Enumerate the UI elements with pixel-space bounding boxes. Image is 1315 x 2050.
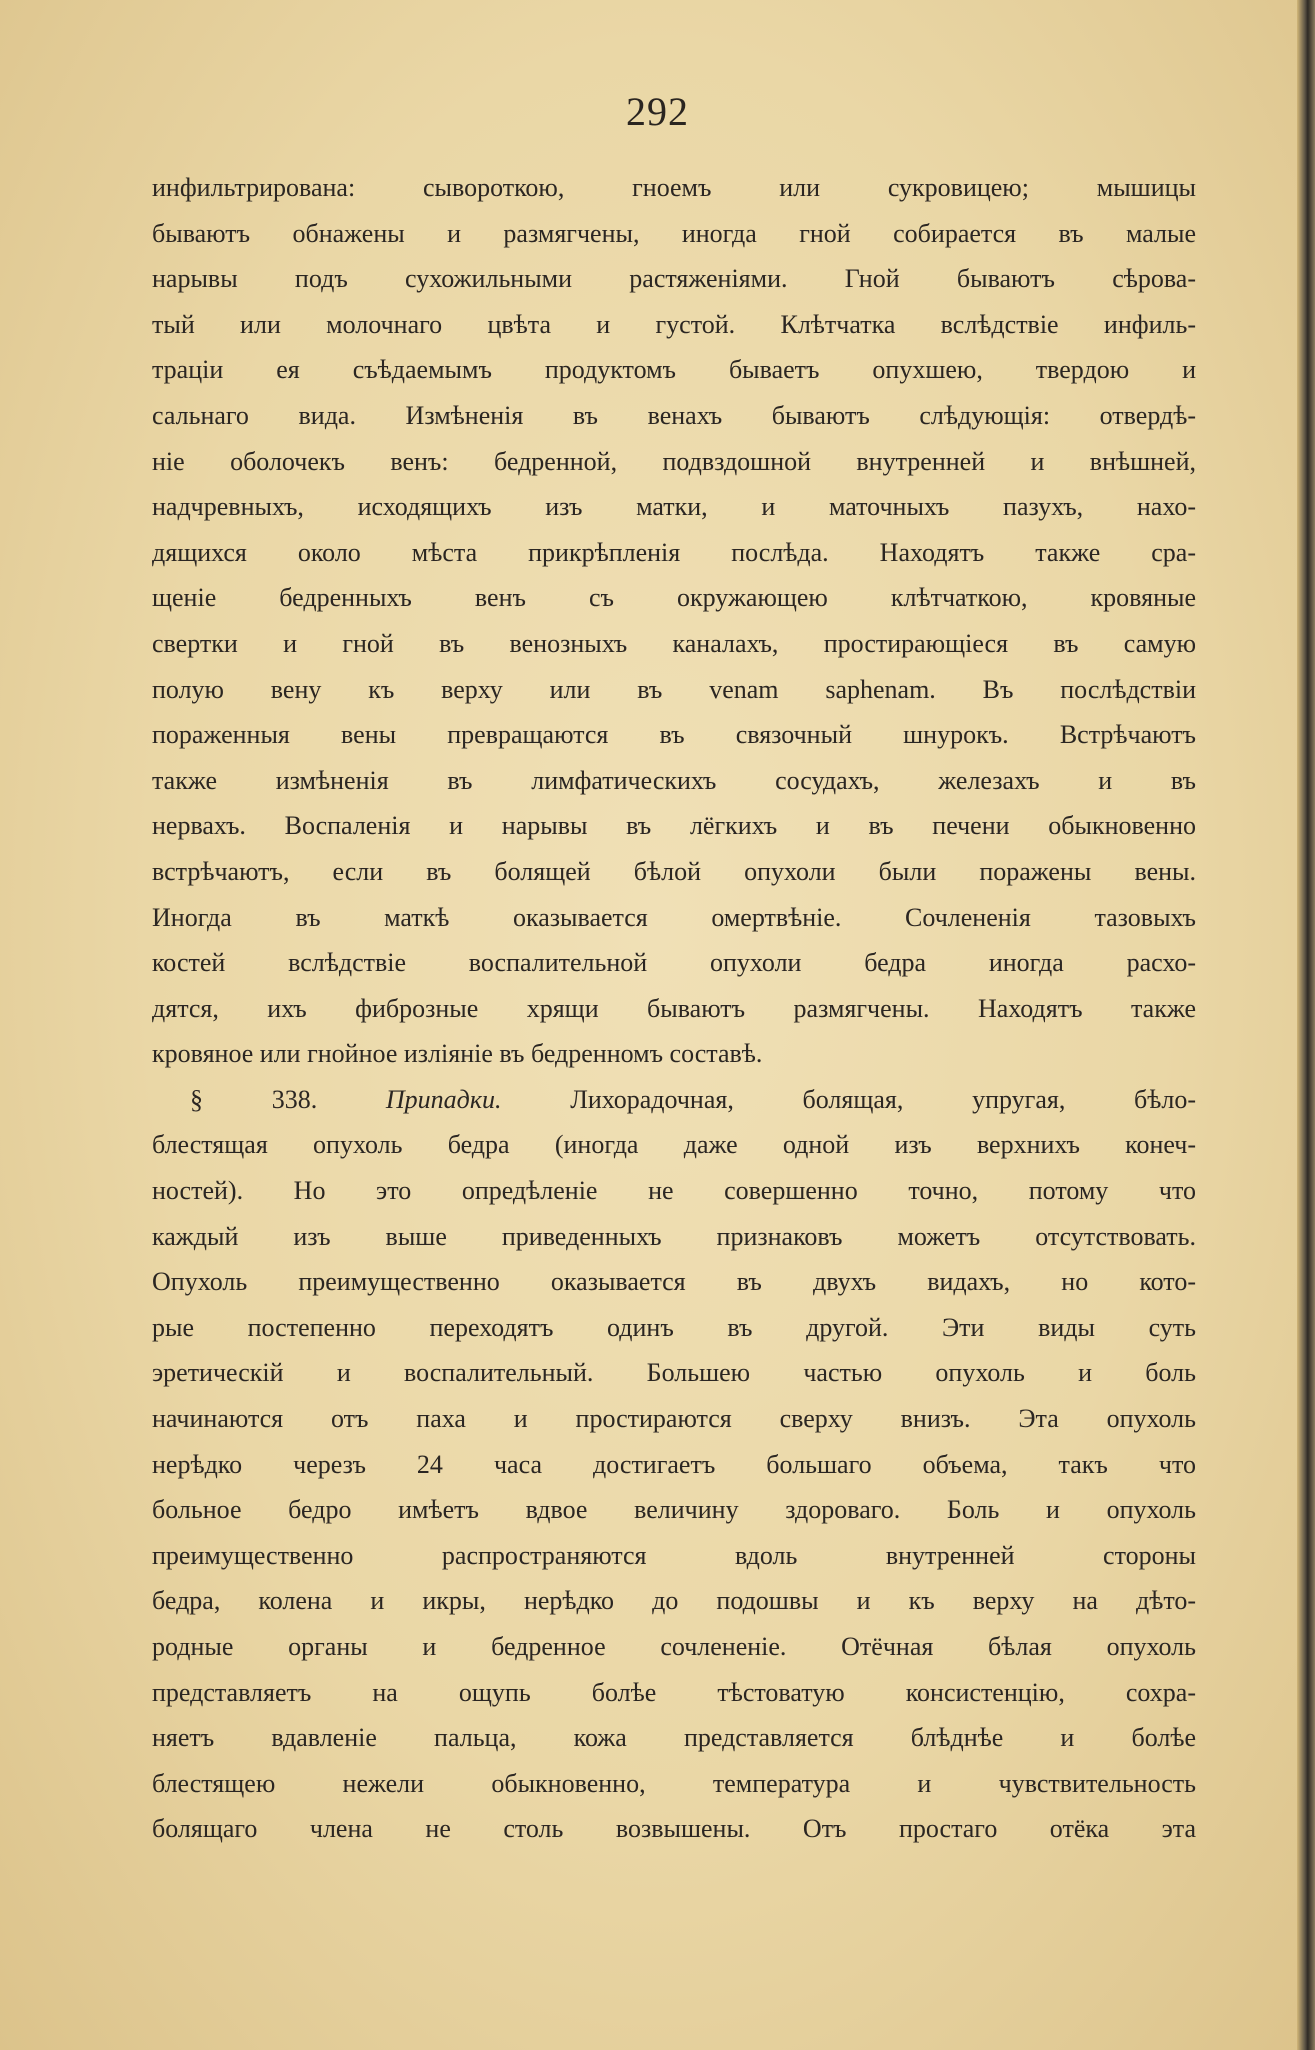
text-line: встрѣчаютъ, если въ болящей бѣлой опухоли были поражены вены. (152, 856, 1196, 886)
text-line: свертки и гной въ венозныхъ каналахъ, простирающіеся въ самую (152, 628, 1196, 658)
section-number: § 338. (190, 1084, 318, 1114)
text-line: болящаго члена не столь возвышены. Отъ простаго отёка эта (152, 1814, 1196, 1844)
text-line: представляетъ на ощупь болѣе тѣстоватую консистенцію, сохра- (152, 1677, 1196, 1707)
text-line: нарывы подъ сухожильными растяженіями. Гной бываютъ сѣрова- (152, 264, 1196, 294)
text-line: блестящая опухоль бедра (иногда даже одной изъ верхнихъ конеч- (152, 1130, 1196, 1160)
text-line: Опухоль преимущественно оказывается въ двухъ видахъ, но кото- (152, 1267, 1196, 1297)
text-line: инфильтрирована: сывороткою, гноемъ или сукровицею; мышицы (152, 173, 1196, 202)
text-line: дящихся около мѣста прикрѣпленія послѣда. Находятъ также сра- (152, 537, 1196, 567)
text-line: нерѣдко черезъ 24 часа достигаетъ большаго объема, такъ что (152, 1449, 1196, 1479)
text-line: блестящею нежели обыкновенно, температура и чувствительность (152, 1768, 1196, 1798)
text-line: сальнаго вида. Измѣненія въ венахъ бываютъ слѣдующія: отвердѣ- (152, 400, 1196, 430)
section-first-line: Лихорадочная, болящая, упругая, бѣло- (570, 1084, 1196, 1114)
text-line: также измѣненія въ лимфатическихъ сосудахъ, железахъ и въ (152, 765, 1196, 795)
text-line: больное бедро имѣетъ вдвое величину здороваго. Боль и опухоль (152, 1495, 1196, 1525)
text-line: ностей). Но это опредѣленіе не совершенно точно, потому что (152, 1176, 1196, 1206)
text-line: бываютъ обнажены и размягчены, иногда гной собирается въ малые (152, 218, 1196, 248)
text-line: кровяное или гнойное изліяніе въ бедренномъ составѣ. (152, 1039, 763, 1069)
text-line: няетъ вдавленіе пальца, кожа представляется блѣднѣе и болѣе (152, 1723, 1196, 1753)
text-line: эретическій и воспалительный. Большею частью опухоль и боль (152, 1358, 1196, 1388)
text-line: родные органы и бедренное сочлененіе. Отёчная бѣлая опухоль (152, 1632, 1196, 1661)
text-line: каждый изъ выше приведенныхъ признаковъ можетъ отсутствовать. (152, 1221, 1196, 1251)
text-line: щеніе бедренныхъ венъ съ окружающею клѣтчаткою, кровяные (152, 583, 1196, 613)
text-line: нервахъ. Воспаленія и нарывы въ лёгкихъ и въ печени обыкновенно (152, 811, 1196, 841)
text-line: костей вслѣдствіе воспалительной опухоли бедра иногда расхо- (152, 948, 1196, 978)
page-edge (1297, 0, 1315, 2050)
page-number: 292 (626, 89, 689, 134)
text-line: полую вену къ верху или въ venam saphenam. Въ послѣдствіи (152, 674, 1196, 704)
text-line: ніе оболочекъ венъ: бедренной, подвздошной внутренней и внѣшней, (152, 446, 1196, 476)
text-line: Иногда въ маткѣ оказывается омертвѣніе. Сочлененія тазовыхъ (152, 902, 1196, 932)
section-heading-line (152, 1077, 1196, 1123)
text-line: бедра, колена и икры, нерѣдко до подошвы и къ верху на дѣто- (152, 1586, 1196, 1616)
text-line: траціи ея съѣдаемымъ продуктомъ бываетъ опухшею, твердою и (152, 355, 1196, 385)
text-line: начинаются отъ паха и простираются сверху внизъ. Эта опухоль (152, 1404, 1196, 1434)
body-text (152, 165, 1196, 1852)
text-line: надчревныхъ, исходящихъ изъ матки, и маточныхъ пазухъ, нахо- (152, 492, 1196, 522)
text-line: дятся, ихъ фиброзные хрящи бываютъ размягчены. Находятъ также (152, 993, 1196, 1023)
text-line: преимущественно распространяются вдоль внутренней стороны (152, 1540, 1196, 1570)
section-title: Припадки. (385, 1084, 502, 1114)
text-line: рые постепенно переходятъ одинъ въ другой. Эти виды суть (152, 1312, 1196, 1342)
text-line: тый или молочнаго цвѣта и густой. Клѣтчатка вслѣдствіе инфиль- (152, 309, 1196, 339)
text-line: пораженныя вены превращаются въ связочный шнурокъ. Встрѣчаютъ (152, 720, 1196, 750)
